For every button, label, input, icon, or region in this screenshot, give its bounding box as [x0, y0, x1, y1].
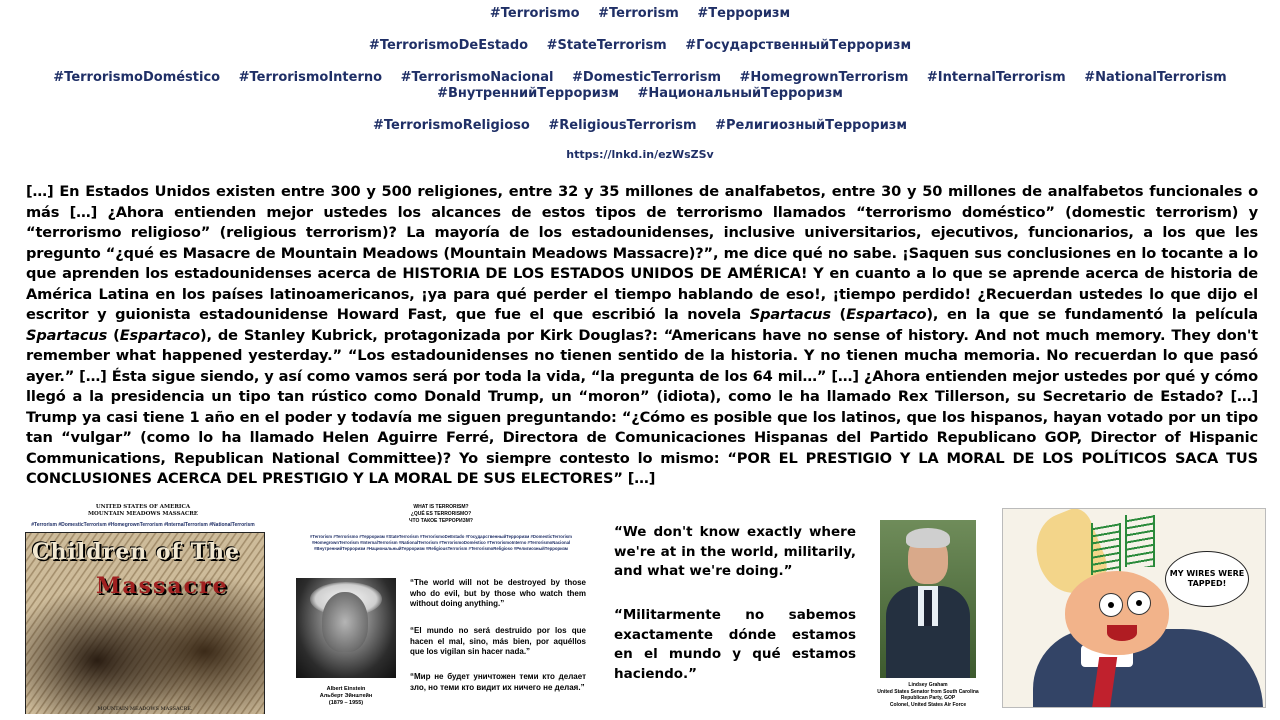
hashtag-row-domestic-terrorism [0, 70, 1280, 86]
photo-face [322, 592, 368, 652]
cartoon-mouth [1107, 625, 1137, 641]
photo-tie [924, 590, 932, 626]
hashtag[interactable]: #DomesticTerrorism [572, 70, 721, 85]
einstein-photo [296, 578, 396, 678]
spring-icon [1125, 515, 1155, 567]
hashtag-row-terrorism [0, 6, 1280, 22]
question-ru: ЧТО ТАКОЕ ТЕРРОРИЗМ? [409, 518, 473, 524]
hashtag[interactable]: #ВнутреннийТерроризм [437, 86, 619, 101]
graham-photo [880, 520, 976, 678]
title-line: United States Senator from South Carolina [877, 688, 979, 695]
title-line: Colonel, United States Air Force [889, 701, 967, 708]
cartoon-eye [1099, 593, 1123, 617]
hashtag-row-state-terrorism [0, 38, 1280, 54]
mountain-meadows-panel [12, 504, 274, 714]
hashtag[interactable]: #Terrorism [598, 6, 679, 21]
quote-en: “We don't know exactly where we're at in the world, militarily, and what we're doing.” [614, 524, 856, 579]
hashtag[interactable]: #Терроризм [697, 6, 791, 21]
panel-hashtags: #Terrorism #DomesticTerrorism #HomegrownTerrorism #InternalTerrorism #NationalTerrorism [31, 522, 255, 528]
quote-ru: “Мир не будет уничтожен теми кто делает зло, но теми кто видит их ничего не делая.” [410, 672, 586, 692]
paragraph-text: ( [830, 306, 847, 323]
italic-title: Espartaco [846, 306, 927, 323]
main-paragraph [26, 182, 1258, 490]
einstein-name [296, 686, 396, 707]
cartoon-eye [1127, 591, 1151, 615]
paragraph-text: […] En Estados Unidos existen entre 300 y 500 religiones, entre 32 y 35 millones de analfabetos, entre 30 y 50 millones de analfabetos funcionales o más […] ¿Ahora entienden mejor ustedes los alcances de estos tipos de terrorismo llamados “terrorismo doméstico” (domestic terrorism) y “terrorismo religioso” (religious terrorism)? La mayoría de los estadounidenses, inclusive universitarios, ejecutivos, funcionarios, a los que les pregunto “¿qué es Masacre de Mountain Meadows (Mountain Meadows Massacre)?”, me dice qué no sabe. ¡Saquen sus conclusiones en lo tocante a lo que aprenden los estadounidenses acerca de HISTORIA DE LOS ESTADOS UNIDOS DE AMÉRICA! Y en cuanto a lo que se aprende acerca de historia de América Latina en los países latinoamericanos, ¡ya para qué perder el tiempo hablando de eso!, ¡tiempo perdido! ¿Recuerdan ustedes lo que dijo el escritor y guionista estadounidense Howard Fast, que fue el que escribió la novela [26, 183, 1258, 323]
title-line: Republican Party, GOP [900, 695, 956, 701]
hashtag[interactable]: #ReligiousTerrorism [548, 118, 697, 133]
hashtag[interactable]: #TerrorismoInterno [238, 70, 383, 85]
hashtag[interactable]: #NationalTerrorism [1084, 70, 1227, 85]
graham-caption [864, 682, 992, 708]
name: Lindsey Graham [908, 682, 948, 688]
paragraph-text: ( [107, 326, 120, 344]
illustration-title-red: Massacre [96, 573, 229, 599]
hashtag-row-religious-terrorism [0, 118, 1280, 134]
einstein-panel [296, 502, 586, 716]
bubble-text: MY WIRES WERE TAPPED! [1169, 569, 1245, 588]
question-es: ¿QUÉ ES TERRORISMO? [410, 511, 472, 517]
hashtag[interactable]: #TerrorismoDeEstado [368, 38, 529, 53]
illustration-title: Children of The [32, 539, 241, 565]
graham-quote-panel [614, 520, 864, 710]
hashtag-row-russian-domestic [0, 86, 1280, 102]
hashtag[interactable]: #StateTerrorism [546, 38, 667, 53]
years: (1879 – 1955) [328, 700, 364, 706]
hashtag[interactable]: #TerrorismoReligioso [373, 118, 530, 133]
quote-es: “El mundo no será destruido por los que hacen el mal, sino, más bien, por aquéllos que los vigilan sin hacer nada.” [410, 626, 586, 656]
short-link[interactable]: https://lnkd.in/ezWsZSv [566, 148, 714, 161]
paragraph-text: ), en la que se fundamentó la película [926, 306, 1259, 323]
panel-caption: UNITED STATES OF AMERICA [95, 504, 191, 510]
link-row [0, 147, 1280, 163]
photo-hair [906, 528, 950, 548]
spring-icon [1091, 523, 1121, 575]
hashtag[interactable]: #НациональныйТерроризм [637, 86, 843, 101]
hashtag[interactable]: #РелигиозныйТерроризм [715, 118, 907, 133]
quote-en: “The world will not be destroyed by those who do evil, but by those who watch them without doing anything.” [410, 578, 586, 608]
panel-caption: MOUNTAIN MEADOWS MASSACRE [87, 511, 199, 517]
hashtag[interactable]: #ГосударственныйТерроризм [685, 38, 912, 53]
italic-title: Espartaco [119, 326, 200, 344]
speech-bubble [1165, 551, 1249, 607]
name-ru: Альберт Эйнштейн [319, 693, 373, 699]
hashtag[interactable]: #HomegrownTerrorism [739, 70, 909, 85]
massacre-illustration [25, 532, 265, 714]
italic-title: Spartacus [26, 326, 108, 344]
hashtag[interactable]: #Terrorismo [489, 6, 580, 21]
name-en: Albert Einstein [326, 686, 366, 692]
hashtag[interactable]: #TerrorismoDoméstico [53, 70, 221, 85]
paragraph-text: ), de Stanley Kubrick, protagonizada por Kirk Douglas?: “Americans have no sense of history. And not much memory. They don't remember what happened yesterday.” “Los estadounidenses no tienen sentido de la historia. Y no tienen mucha memoria. No recuerdan lo que pasó ayer.” […] Ésta sigue siendo, y así como vamos será por toda la vida, “la pregunta de los 64 mil…” […] ¿Ahora entienden mejor ustedes por qué y cómo llegó a la presidencia un tipo tan rústico como Donald Trump, un “moron” (idiota), como le ha llamado Rex Tillerson, su Secretario de Estado? […] Trump ya casi tiene 1 año en el poder y todavía me siguen preguntando: “¿Cómo es posible que los latinos, que los hispanos, hayan votado por un tipo tan “vulgar” (como lo ha llamado Helen Aguirre Ferré, Directora de Comunicaciones Hispanas del Partido Republicano GOP, Director of Hispanic Communications, Republican National Committee)? Yo siempre contesto lo mismo: “POR EL PRESTIGIO Y LA MORAL DE LOS POLÍTICOS SACA TUS CONCLUSIONES ACERCA DEL PRESTIGIO Y LA MORAL DE SUS ELECTORES” […] [26, 326, 1259, 487]
hashtag[interactable]: #TerrorismoNacional [400, 70, 554, 85]
panel-hashtags: #Terrorism #Terrorismo #Терроризм #StateTerrorism #TerrorismoDeEstado #ГосударственныйТерроризм #DomesticTerrorism #HomegrownTerrorism #InternalTerrorism #NationalTerrorism #TerrorismoDoméstico #TerrorismoInterno #TerrorismoNacional #ВнутреннийТерроризм #НациональныйТерроризм #ReligiousTerrorism #TerrorismoReligioso #РелигиозныйТерроризм [310, 534, 572, 551]
trump-cartoon [1002, 508, 1266, 708]
question-en: WHAT IS TERRORISM? [413, 504, 469, 510]
quote-es: “Militarmente no sabemos exactamente dónde estamos en el mundo y qué estamos haciendo.” [614, 607, 856, 682]
hashtag[interactable]: #InternalTerrorism [926, 70, 1066, 85]
illustration-caption: MOUNTAIN MEADOWS MASSACRE. [97, 706, 193, 712]
italic-title: Spartacus [749, 306, 831, 323]
